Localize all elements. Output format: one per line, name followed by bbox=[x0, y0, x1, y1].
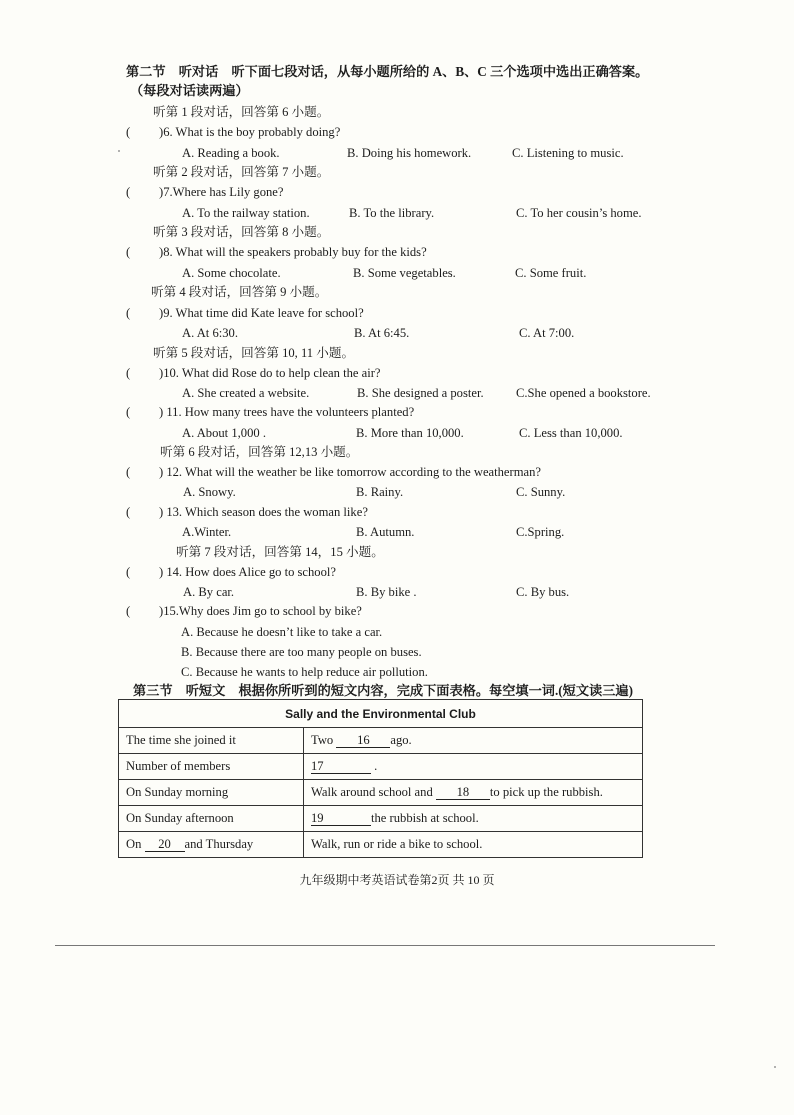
question-6: )6. What is the boy probably doing? bbox=[159, 125, 341, 139]
option-9c: C. At 7:00. bbox=[519, 326, 575, 340]
option-10c: C.She opened a bookstore. bbox=[516, 386, 651, 400]
blank-18[interactable]: 18 bbox=[436, 785, 490, 800]
answer-bracket: ( bbox=[126, 405, 131, 419]
question-11: ) 11. How many trees have the volunteers planted? bbox=[159, 405, 415, 419]
answer-bracket: ( bbox=[126, 505, 131, 519]
row-label bbox=[119, 832, 304, 858]
option-6c: C. Listening to music. bbox=[512, 146, 624, 160]
option-13b: B. Autumn. bbox=[356, 525, 415, 539]
section2-note: （每段对话读两遍） bbox=[130, 83, 249, 98]
table-row bbox=[119, 832, 643, 858]
option-12c: C. Sunny. bbox=[516, 485, 566, 499]
option-13c: C.Spring. bbox=[516, 525, 565, 539]
option-10b: B. She designed a poster. bbox=[357, 386, 484, 400]
answer-bracket: ( bbox=[126, 125, 131, 139]
club-table bbox=[118, 699, 643, 858]
answer-bracket: ( bbox=[126, 366, 131, 380]
question-9: )9. What time did Kate leave for school? bbox=[159, 306, 364, 320]
question-7: )7.Where has Lily gone? bbox=[159, 185, 284, 199]
cell-text: and Thursday bbox=[184, 837, 254, 851]
option-6a: A. Reading a book. bbox=[182, 146, 280, 160]
option-12b: B. Rainy. bbox=[356, 485, 404, 499]
answer-bracket: ( bbox=[126, 565, 131, 579]
cell-text: Walk around school and bbox=[311, 785, 436, 799]
option-14b: B. By bike . bbox=[356, 585, 417, 599]
option-8b: B. Some vegetables. bbox=[353, 266, 456, 280]
section3-title: 第三节 听短文 根据你所听到的短文内容，完成下面表格。每空填一词.(短文读三遍) bbox=[133, 683, 634, 698]
option-7b: B. To the library. bbox=[349, 206, 435, 220]
group-intro: 听第 4 段对话，回答第 9 小题。 bbox=[151, 285, 328, 299]
question-13: ) 13. Which season does the woman like? bbox=[159, 505, 368, 519]
option-7c: C. To her cousin’s home. bbox=[516, 206, 642, 220]
row-value bbox=[304, 754, 643, 780]
answer-bracket: ( bbox=[126, 185, 131, 199]
group-intro: 听第 7 段对话，回答第 14，15 小题。 bbox=[176, 545, 384, 559]
option-8c: C. Some fruit. bbox=[515, 266, 587, 280]
question-8: )8. What will the speakers probably buy for the kids? bbox=[159, 245, 427, 259]
group-intro: 听第 5 段对话，回答第 10, 11 小题。 bbox=[153, 346, 355, 360]
row-label: Number of members bbox=[119, 754, 304, 780]
option-14c: C. By bus. bbox=[516, 585, 570, 599]
option-15a: A. Because he doesn’t like to take a car. bbox=[181, 625, 383, 639]
row-value bbox=[304, 780, 643, 806]
question-15: )15.Why does Jim go to school by bike? bbox=[159, 604, 362, 618]
group-intro: 听第 1 段对话，回答第 6 小题。 bbox=[153, 105, 330, 119]
blank-17[interactable]: 17 bbox=[311, 759, 371, 774]
question-10: )10. What did Rose do to help clean the air? bbox=[159, 366, 381, 380]
option-11a: A. About 1,000 . bbox=[182, 426, 266, 440]
group-intro: 听第 3 段对话，回答第 8 小题。 bbox=[153, 225, 330, 239]
option-6b: B. Doing his homework. bbox=[347, 146, 472, 160]
answer-bracket: ( bbox=[126, 465, 131, 479]
row-label: On Sunday morning bbox=[119, 780, 304, 806]
table-row bbox=[119, 754, 643, 780]
answer-bracket: ( bbox=[126, 306, 131, 320]
blank-19[interactable]: 19 bbox=[311, 811, 371, 826]
page-footer: 九年级期中考英语试卷第2页 共 10 页 bbox=[299, 873, 495, 887]
question-14: ) 14. How does Alice go to school? bbox=[159, 565, 336, 579]
cell-text: to pick up the rubbish. bbox=[489, 785, 603, 799]
table-row bbox=[119, 780, 643, 806]
option-14a: A. By car. bbox=[183, 585, 235, 599]
table-row bbox=[119, 806, 643, 832]
table-title: Sally and the Environmental Club bbox=[119, 700, 643, 728]
answer-bracket: ( bbox=[126, 245, 131, 259]
page-divider bbox=[55, 945, 715, 946]
group-intro: 听第 6 段对话，回答第 12,13 小题。 bbox=[160, 445, 359, 459]
option-15b: B. Because there are too many people on buses. bbox=[181, 645, 422, 659]
row-label: On Sunday afternoon bbox=[119, 806, 304, 832]
cell-text: On bbox=[126, 837, 145, 851]
cell-text: Two bbox=[311, 733, 337, 747]
option-12a: A. Snowy. bbox=[183, 485, 236, 499]
option-11b: B. More than 10,000. bbox=[356, 426, 464, 440]
row-label: The time she joined it bbox=[119, 728, 304, 754]
option-13a: A.Winter. bbox=[182, 525, 232, 539]
cell-text: the rubbish at school. bbox=[371, 811, 479, 825]
cell-text: . bbox=[371, 759, 378, 773]
option-10a: A. She created a website. bbox=[182, 386, 310, 400]
cell-text: ago. bbox=[390, 733, 412, 747]
option-15c: C. Because he wants to help reduce air pollution. bbox=[181, 665, 428, 679]
option-8a: A. Some chocolate. bbox=[182, 266, 281, 280]
scan-speck bbox=[774, 1066, 776, 1068]
blank-20[interactable]: 20 bbox=[145, 837, 185, 852]
option-9a: A. At 6:30. bbox=[182, 326, 238, 340]
row-value bbox=[304, 728, 643, 754]
option-11c: C. Less than 10,000. bbox=[519, 426, 623, 440]
section2-title: 第二节 听对话 听下面七段对话，从每小题所给的 A、B、C 三个选项中选出正确答案。 bbox=[126, 64, 649, 79]
option-7a: A. To the railway station. bbox=[182, 206, 310, 220]
group-intro: 听第 2 段对话，回答第 7 小题。 bbox=[153, 165, 330, 179]
table-row bbox=[119, 728, 643, 754]
option-9b: B. At 6:45. bbox=[354, 326, 410, 340]
question-12: ) 12. What will the weather be like tomorrow according to the weatherman? bbox=[159, 465, 541, 479]
blank-16[interactable]: 16 bbox=[336, 733, 390, 748]
row-value: Walk, run or ride a bike to school. bbox=[304, 832, 643, 858]
row-value bbox=[304, 806, 643, 832]
scan-speck bbox=[118, 150, 120, 152]
answer-bracket: ( bbox=[126, 604, 131, 618]
